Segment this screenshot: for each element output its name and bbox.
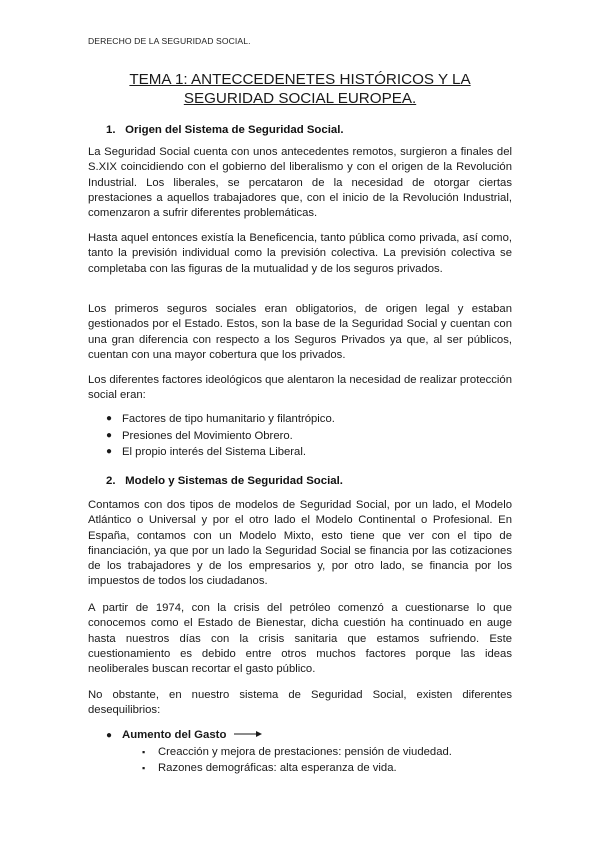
bullet-dot-icon: ● <box>106 413 113 424</box>
title-line-2: SEGURIDAD SOCIAL EUROPEA. <box>183 90 417 107</box>
section-2-number: 2. <box>106 475 116 487</box>
list-item: ● Presiones del Movimiento Obrero. <box>106 428 335 445</box>
section-1-number: 1. <box>106 124 116 136</box>
paragraph: No obstante, en nuestro sistema de Seguridad Social, existen diferentes desequilibrios: <box>88 689 512 717</box>
gasto-sublist <box>142 745 452 776</box>
paragraph: La Seguridad Social cuenta con unos antecedentes remotos, surgieron a finales del S.XIX coincidiendo con el gobierno del liberalismo y con el origen de la Revolución Industrial. Los liberales, se percataron de la necesidad de otorgar ciertas prestaciones a aquellos trabajadores que, con el inicio de la Revolución Industrial, comenzaron a sufrir diferentes problemáticas. <box>88 146 512 220</box>
factors-list <box>106 411 335 461</box>
square-bullet-icon: ▪ <box>142 762 146 773</box>
section-2-title: Modelo y Sistemas de Seguridad Social. <box>125 475 343 487</box>
list-item: ● El propio interés del Sistema Liberal. <box>106 444 335 461</box>
paragraph: A partir de 1974, con la crisis del petróleo comenzó a cuestionarse lo que conocemos como el Estado de Bienestar, dicha cuestión ha continuado en auge hasta nuestros días con la crisis sanitaria que estamos sufriendo. Este cuestionamiento es debido entre otros muchos factores porque las ideas neoliberales buscan recortar el gasto público. <box>88 602 512 676</box>
section-2-heading <box>106 475 343 487</box>
paragraph: Los diferentes factores ideológicos que alentaron la necesidad de realizar protección social eran: <box>88 374 512 402</box>
bullet-dot-icon: ● <box>106 446 113 458</box>
paragraph: Los primeros seguros sociales eran obligatorios, de origen legal y estaban gestionados por el Estado. Estos, son la base de la Seguridad Social y cuentan con una gran diferencia con respecto a los Seguros Privados ya que, al ser públicos, cuentan con una mayor cobertura que los privados. <box>88 303 512 361</box>
paragraph: Hasta aquel entonces existía la Beneficencia, tanto pública como privada, así como, tanto la previsión individual como la previsión colectiva. La previsión colectiva se completaba con las figuras de la mutualidad y de los seguros privados. <box>88 232 512 275</box>
square-bullet-icon: ▪ <box>142 747 146 757</box>
list-item: ▪ Razones demográficas: alta esperanza de vida. <box>142 761 452 777</box>
list-item: ● Factores de tipo humanitario y filantrópico. <box>106 411 335 428</box>
gasto-bullet <box>106 729 262 741</box>
page-header: DERECHO DE LA SEGURIDAD SOCIAL. <box>88 36 251 46</box>
bullet-dot-icon: ● <box>106 730 113 742</box>
gasto-label: Aumento del Gasto <box>122 729 227 742</box>
section-1-heading <box>106 124 344 136</box>
title-line-1: TEMA 1: ANTECCEDENETES HISTÓRICOS Y LA <box>129 71 471 88</box>
section-1-title: Origen del Sistema de Seguridad Social. <box>125 124 344 136</box>
arrow-right-icon <box>234 729 262 741</box>
paragraph: Contamos con dos tipos de modelos de Seguridad Social, por un lado, el Modelo Atlántico o Universal y por el otro lado el Modelo Continental o Profesional. En España, contamos con un Modelo Mixto, esto tiene que ver con el tipo de financiación, ya que por un lado la Seguridad Social se financia por las cotizaciones de los trabajadores y de los empresarios y, por otro lado, se financia por los impuestos de todos los ciudadanos. <box>88 499 512 588</box>
document-title <box>88 70 512 108</box>
bullet-dot-icon: ● <box>106 429 113 441</box>
list-item: ▪ Creacción y mejora de prestaciones: pensión de viudedad. <box>142 745 452 761</box>
